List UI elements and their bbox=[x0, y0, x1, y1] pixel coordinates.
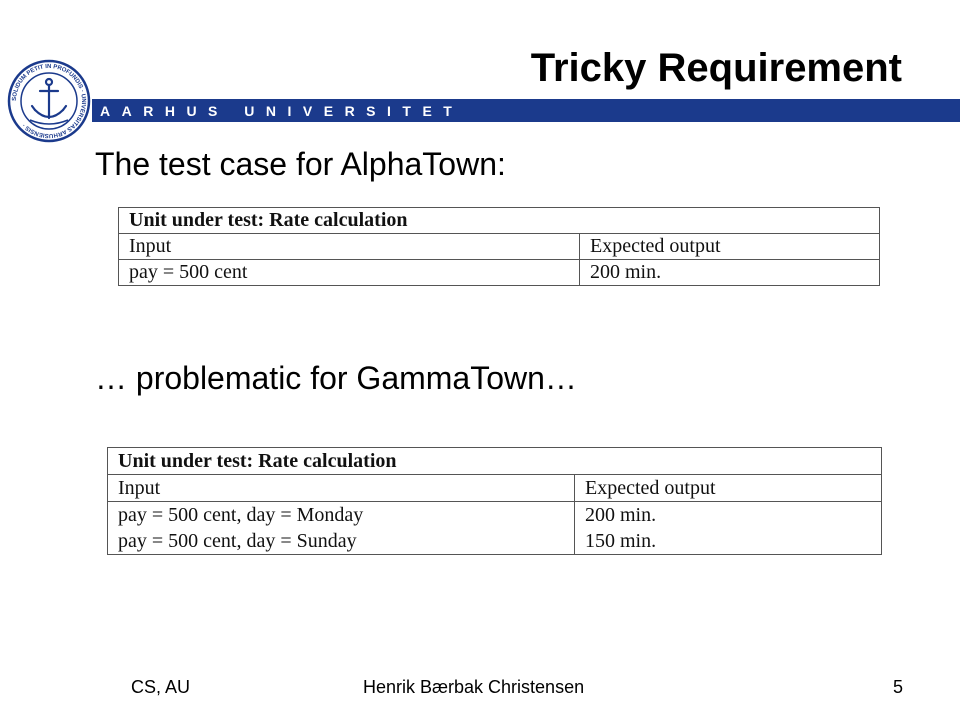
university-name: AARHUS UNIVERSITET bbox=[100, 103, 464, 119]
column-header-output: Expected output bbox=[580, 234, 880, 260]
input-cell: pay = 500 cent bbox=[119, 260, 580, 286]
table-header-row bbox=[119, 234, 880, 260]
table-heading: Unit under test: Rate calculation bbox=[108, 448, 882, 475]
input-line-sunday: pay = 500 cent, day = Sunday bbox=[118, 530, 357, 552]
footer-page-number: 5 bbox=[893, 677, 904, 697]
slide-title: Tricky Requirement bbox=[530, 46, 902, 90]
table-heading: Unit under test: Rate calculation bbox=[119, 208, 880, 234]
output-cell: 200 min. bbox=[580, 260, 880, 286]
table-heading-row bbox=[108, 448, 882, 475]
footer-author: Henrik Bærbak Christensen bbox=[363, 677, 585, 697]
alphatown-test-table bbox=[118, 207, 880, 286]
footer-course: CS, AU bbox=[131, 677, 191, 697]
table-header-row bbox=[108, 475, 882, 502]
svg-text:SOLIDUM PETIT IN PROFUNDIS · U: SOLIDUM PETIT IN PROFUNDIS · UNIVERSITAS ARHUSIENSIS · bbox=[11, 63, 87, 139]
table-row bbox=[119, 260, 880, 286]
output-line-sunday: 150 min. bbox=[585, 530, 657, 552]
intro-text: The test case for AlphaTown: bbox=[95, 146, 506, 182]
column-header-output: Expected output bbox=[575, 475, 882, 502]
table-heading-row bbox=[119, 208, 880, 234]
input-line-monday: pay = 500 cent, day = Monday bbox=[118, 504, 364, 526]
table-row bbox=[108, 502, 882, 555]
transition-text: … problematic for GammaTown… bbox=[95, 360, 577, 396]
column-header-input: Input bbox=[108, 475, 575, 502]
output-cell bbox=[575, 502, 882, 555]
column-header-input: Input bbox=[119, 234, 580, 260]
output-line-monday: 200 min. bbox=[585, 504, 657, 526]
input-cell bbox=[108, 502, 575, 555]
university-seal-logo bbox=[6, 58, 92, 144]
gammatown-test-table bbox=[107, 447, 882, 555]
